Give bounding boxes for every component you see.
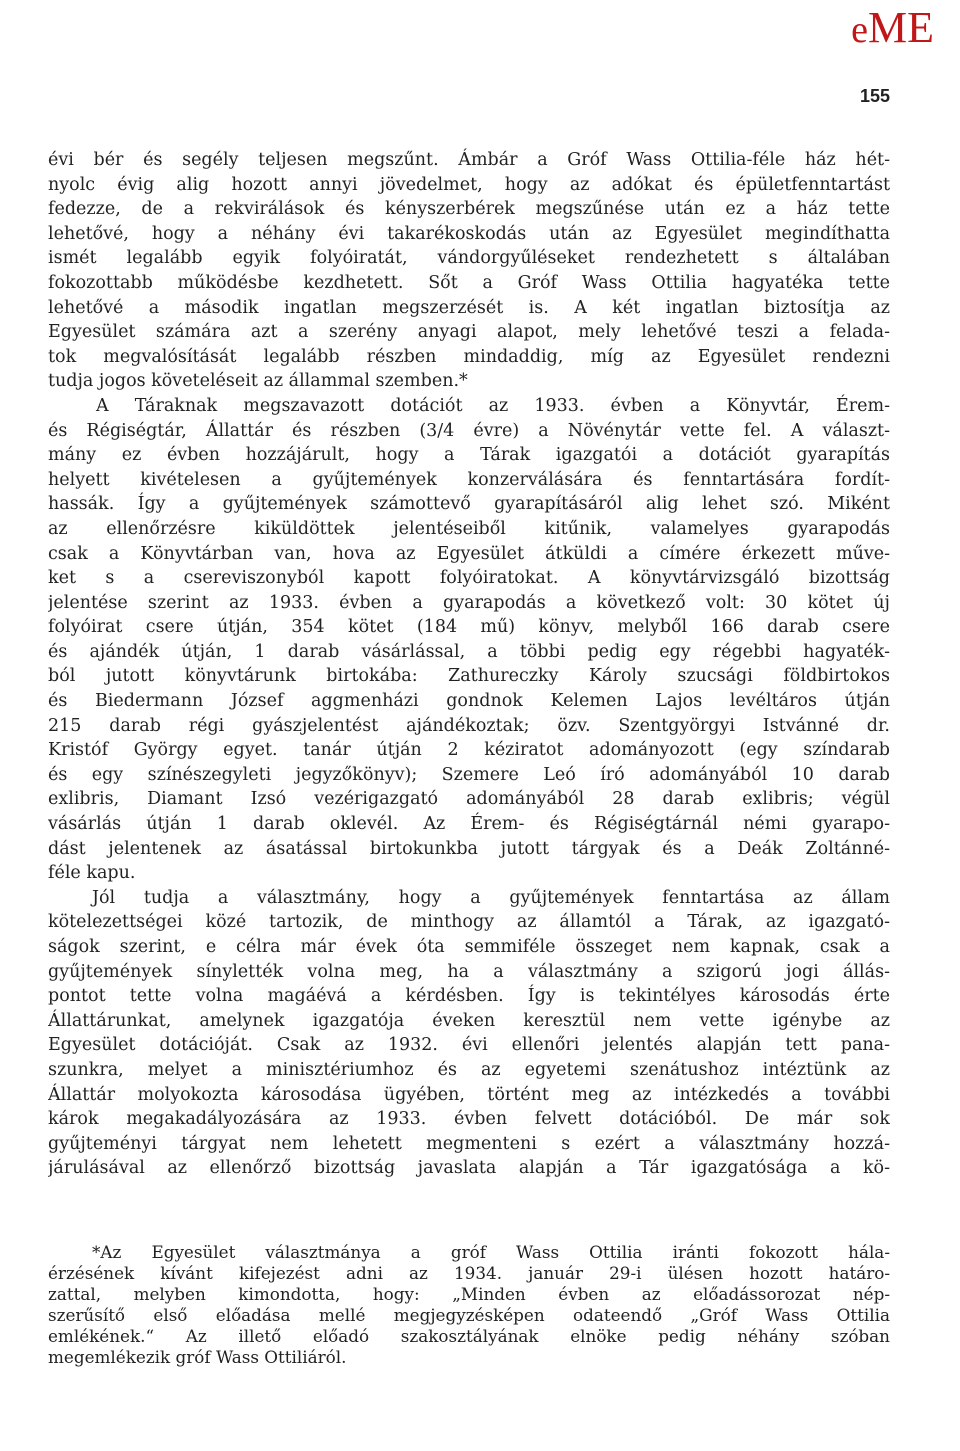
text-line: évi bér és segély teljesen megszűnt. Ámbár a Gróf Wass Ottilia-féle ház hét- [48, 150, 890, 170]
text-line: dást jelentenek az ásatással birtokunkba jutott tárgyak és a Deák Zoltánné- [48, 838, 890, 859]
text-line: és Biedermann József aggmenházi gondnok Kelemen Lajos levéltáros útján [48, 691, 890, 712]
publisher-logo [851, 3, 934, 52]
text-line: Egyesület dotációját. Csak az 1932. évi ellenőri jelentés alapján tett pana- [48, 1035, 890, 1056]
text-line: tudja jogos követeléseit az állammal szemben.* [48, 371, 468, 392]
logo-letter-m: M [867, 3, 908, 52]
text-line: hassák. Így a gyűjtemények számottevő gyarapításáról alig lehet szó. Miként [48, 494, 890, 515]
text-line: Állattárunkat, amelynek igazgatója éveken keresztül nem vette igénybe az [48, 1010, 890, 1031]
text-line: Jól tudja a választmány, hogy a gyűjtemények fenntartása az állam [92, 887, 890, 908]
logo-letter-e-capital: E [907, 3, 934, 52]
footnote-line: érzésének kívánt kifejezést adni az 1934. január 29-i ülésen hozott határo- [48, 1263, 890, 1283]
page-number: 155 [859, 86, 890, 106]
text-line: és Régiségtár, Állattár és részben (3/4 évre) a Növénytár vette fel. A választ- [48, 420, 890, 441]
footnote-line: szerűsítő első előadása mellé megjegyzésképen odateendő „Gróf Wass Ottilia [48, 1305, 890, 1325]
text-line: folyóirat csere útján, 354 kötet (184 mű) könyv, melyből 166 darab csere [48, 617, 890, 638]
text-line: 215 darab régi gyászjelentést ajándékoztak; özv. Szentgyörgyi Istvánné dr. [48, 715, 890, 736]
text-line: Egyesület számára azt a szerény anyagi alapot, mely lehetővé teszi a felada- [48, 322, 890, 343]
text-line: gyűjtemények sínylették volna meg, ha a választmány a szigorú jogi állás- [48, 961, 890, 982]
footnote [48, 1242, 890, 1368]
text-line: mány ez évben hozzájárult, hogy a Tárak igazgatói a dotációt gyarapítás [48, 445, 890, 466]
text-line: károk megakadályozására az 1933. évben felvett dotációból. De már sok [48, 1109, 890, 1130]
text-line: ból jutott könyvtárunk birtokába: Zathureczky Károly szucsági földbirtokos [48, 666, 890, 687]
text-line: csak a Könyvtárban van, hova az Egyesület átküldi a címére érkezett műve- [48, 543, 890, 564]
text-line: lehetővé, hogy a néhány évi takarékoskodás után az Egyesület megindíthatta [48, 223, 890, 244]
text-line: pontot tette volna magáévá a kérdésben. Így is tekintélyes károsodás érte [48, 986, 890, 1007]
text-line: gyűjteményi tárgyat nem lehetett megmenteni s ezért a választmány hozzá- [48, 1133, 890, 1154]
text-line: ismét legalább egyik folyóiratát, vándorgyűléseket rendezhetett s általában [48, 248, 890, 269]
text-line: A Táraknak megszavazott dotációt az 1933. évben a Könyvtár, Érem- [96, 395, 890, 416]
text-line: nyolc évig alig hozott annyi jövedelmet, hogy az adókat és épületfenntartást [48, 174, 890, 195]
text-line: jelentése szerint az 1933. évben a gyarapodás a következő volt: 30 kötet új [48, 592, 890, 613]
text-line: tok megvalósítását legalább részben mindaddig, míg az Egyesület rendezni [48, 346, 890, 367]
footnote-line: *Az Egyesület választmánya a gróf Wass Ottilia iránti fokozott hála- [92, 1242, 890, 1262]
text-line: fedezze, de a rekvirálások és kényszerbérek megszűnése után ez a ház tette [48, 199, 890, 220]
text-line: Kristóf György egyet. tanár útján 2 kéziratot adományozott (egy színdarab [48, 740, 890, 761]
text-line: kötelezettségei közé tartozik, de minthogy az államtól a Tárak, az igazgató- [48, 912, 890, 933]
text-line: Állattár molyokozta károsodása ügyében, történt meg az intézkedés a további [48, 1084, 890, 1105]
text-line: és egy színészegyleti jegyzőkönyv); Szemere Leó író adományából 10 darab [48, 764, 890, 785]
text-line: ságok szerint, e célra már évek óta semmiféle összeget nem kapnak, csak a [48, 937, 890, 957]
text-line: szunkra, melyet a minisztériumhoz és az egyetemi szenátushoz intéztünk az [48, 1059, 890, 1080]
text-line: és ajándék útján, 1 darab vásárlással, a többi pedig egy régebbi hagyaték- [48, 641, 890, 662]
text-line: vásárlás útján 1 darab oklevél. Az Érem- és Régiségtárnál némi gyarapo- [48, 814, 890, 835]
text-line: járulásával az ellenőrző bizottság javaslata alapján a Tár igazgatósága a kö- [48, 1158, 890, 1179]
text-line: ket s a csereviszonyból kapott folyóiratokat. A könyvtárvizsgáló bizottság [48, 568, 890, 589]
footnote-line: megemlékezik gróf Wass Ottiliáról. [48, 1347, 347, 1367]
footnote-line: zattal, melyben kimondotta, hogy: „Minden évben az előadássorozat nép- [48, 1284, 890, 1304]
text-line: exlibris, Diamant Izsó vezérigazgató adományából 28 darab exlibris; végül [48, 789, 890, 810]
logo-letter-e: e [851, 9, 868, 51]
text-line: fokozottabb működésbe kezdhetett. Sőt a Gróf Wass Ottilia hagyatéka tette [48, 272, 890, 293]
text-line: helyett kivételesen a gyűjtemények konzerválására és fenntartására fordít- [48, 469, 890, 490]
text-line: az ellenőrzésre kiküldöttek jelentéseiből kitűnik, valamelyes gyarapodás [48, 518, 890, 539]
main-text [48, 148, 890, 1181]
text-line: féle kapu. [48, 863, 136, 884]
footnote-line: emlékének.“ Az illető előadó szakosztályának elnöke pedig néhány szóban [48, 1326, 890, 1346]
text-line: lehetővé a második ingatlan megszerzését is. A két ingatlan biztosítja az [48, 297, 890, 318]
